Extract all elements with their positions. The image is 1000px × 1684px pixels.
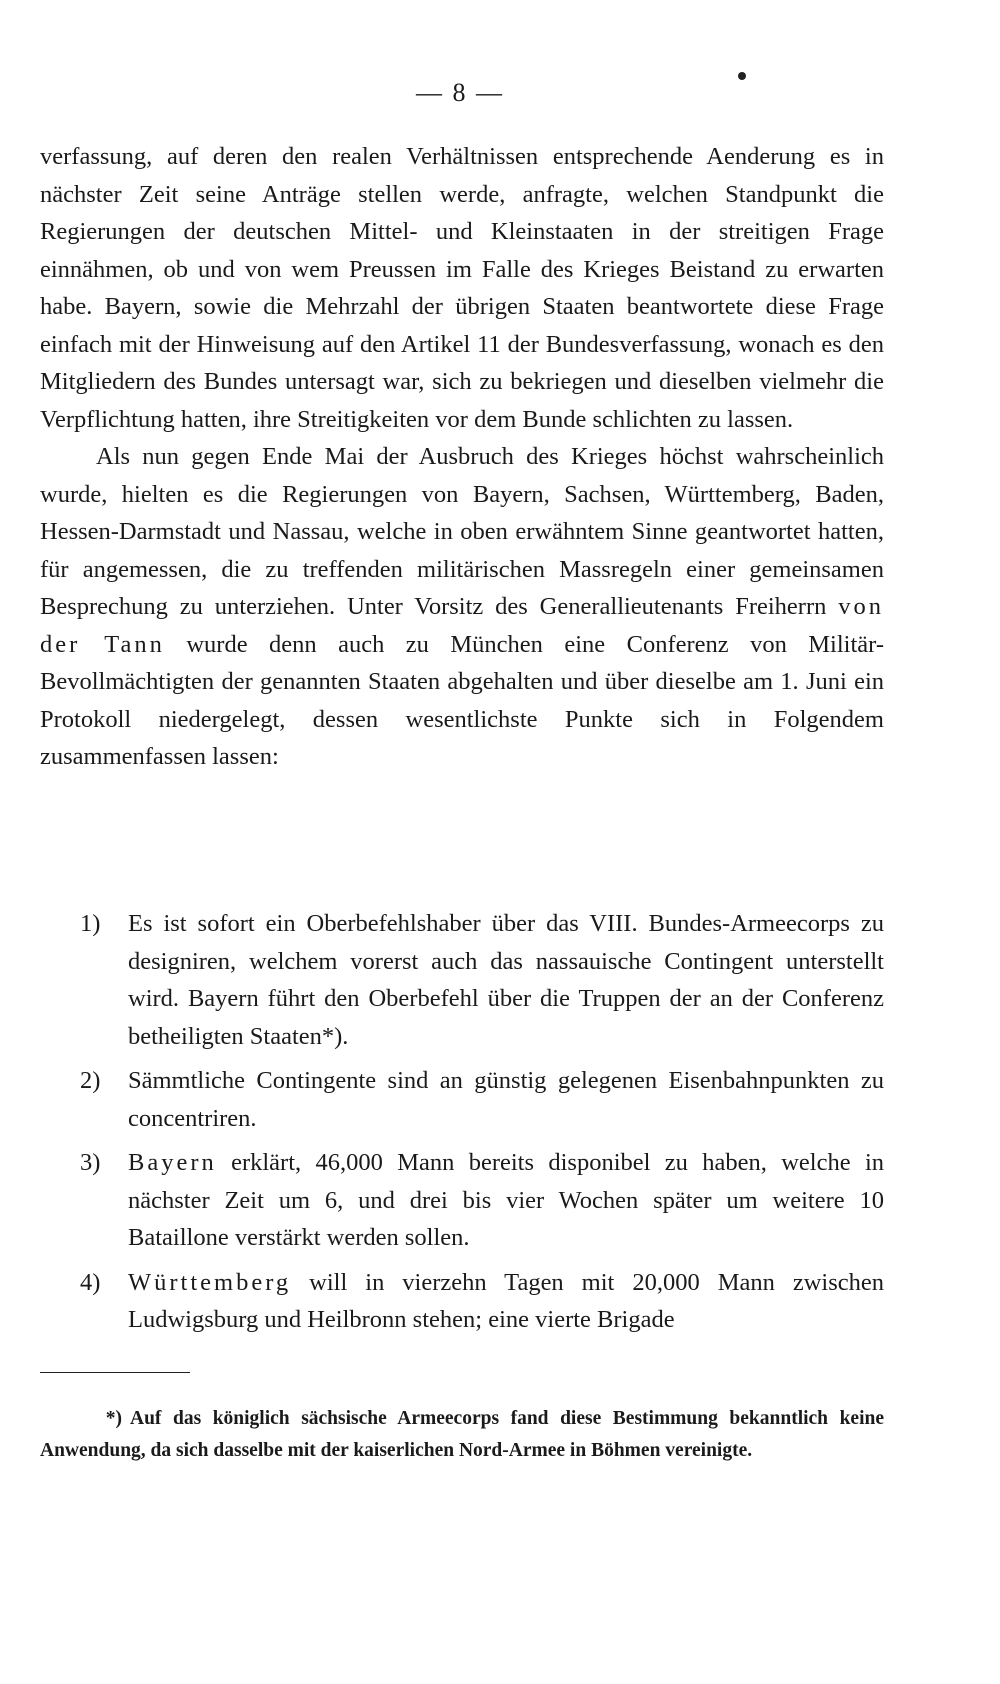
footnote-text: Auf das königlich sächsische Armeecorps fand diese Bestimmung bekanntlich keine Anwendung, da sich dasselbe mit der kaiserlichen Nord-Armee in Böhmen vereinigte. [40,1408,884,1461]
ink-spot [738,72,746,80]
paragraph-2-before: Als nun gegen Ende Mai der Ausbruch des Krieges höchst wahrscheinlich wurde, hielten es die Regierungen von Bayern, Sachsen, Württemberg, Baden, Hessen-Darmstadt und Nassau, welche in oben erwähntem Sinne geantwortet hatten, für angemessen, die zu treffenden militärischen Massregeln einer gemeinsamen Besprechung zu unterziehen. Unter Vorsitz des Generallieutenants Freiherrn [40,443,884,620]
footnote-mark: *) [105,1408,122,1429]
list-item-number: 1) [80,910,101,937]
protocol-list [40,905,884,1346]
paragraph-2 [40,438,884,776]
list-item-text: Es ist sofort ein Oberbefehlshaber über das VIII. Bundes-Armeecorps zu designiren, welchem vorerst auch das nassauische Contingent unterstellt wird. Bayern führt den Oberbefehl über die Truppen der an der Conferenz betheiligten Staaten*). [128,910,884,1050]
list-item-number: 2) [80,1067,101,1094]
page-number: — 8 — [416,78,504,107]
list-item-number: 4) [80,1268,101,1296]
footnote [40,1403,884,1467]
footnote-divider [40,1372,190,1373]
paragraph-2-after: wurde denn auch zu München eine Conferenz von Militär-Bevollmächtigten der genannten Staaten abgehalten und über dieselbe am 1. Juni ein Protokoll niedergelegt, dessen wesentlichste Punkte sich in Folgendem zusammenfassen lassen: [40,630,884,770]
list-item [40,1144,884,1257]
list-item [40,1264,884,1339]
list-item [40,905,884,1055]
list-item-text: erklärt, 46,000 Mann bereits disponibel zu haben, welche in nächster Zeit um 6, und drei bis vier Wochen später um weitere 10 Bataillone verstärkt werden sollen. [128,1149,884,1251]
list-item-number: 3) [80,1149,101,1176]
body-text [40,138,884,776]
list-item-text: will in vierzehn Tagen mit 20,000 Mann zwischen Ludwigsburg und Heilbronn stehen; eine vierte Brigade [128,1268,884,1333]
list-item-spaced-name: Bayern [128,1149,217,1176]
name-von-der-tann: von der Tann [40,593,884,658]
list-item-text: Sämmtliche Contingente sind an günstig gelegenen Eisenbahnpunkten zu concentriren. [128,1067,884,1132]
list-item-spaced-name: Württemberg [128,1268,292,1296]
list-item [40,1062,884,1137]
paragraph-1: verfassung, auf deren den realen Verhältnissen entsprechende Aenderung es in nächster Zeit seine Anträge stellen werde, anfragte, welchen Standpunkt die Regierungen der deutschen Mittel- und Kleinstaaten in der streitigen Frage einnähmen, ob und von wem Preussen im Falle des Krieges Beistand zu erwarten habe. Bayern, sowie die Mehrzahl der übrigen Staaten beantwortete diese Frage einfach mit der Hinweisung auf den Artikel 11 der Bundesverfassung, wonach es den Mitgliedern des Bundes untersagt war, sich zu bekriegen und dieselben vielmehr die Verpflichtung hatten, ihre Streitigkeiten vor dem Bunde schlichten zu lassen. [40,143,884,433]
